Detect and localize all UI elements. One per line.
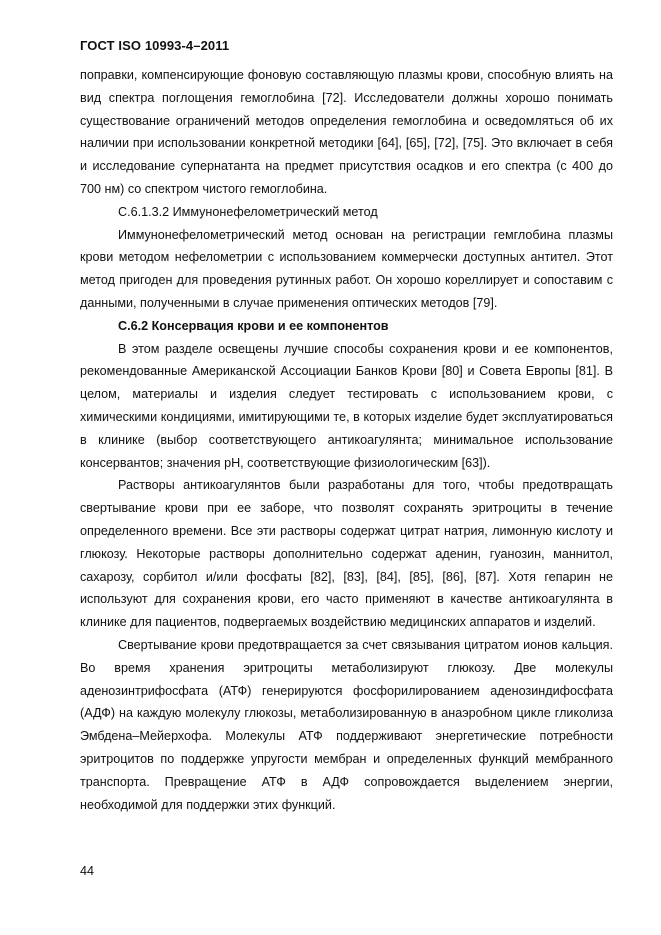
paragraph-immunonephelometry: Иммунонефелометрический метод основан на регистрации гемглобина плазмы крови методом нефелометрии с использованием коммерчески доступных антител. Этот метод пригоден для проведения рутинных работ. Он хорошо кореллирует и сопоставим с данными, полученными в случае применения оптических методов [79]. — [80, 227, 613, 310]
section-heading-c62: С.6.2 Консервация крови и ее компонентов — [118, 318, 389, 333]
paragraph-anticoagulants: Растворы антикоагулянтов были разработаны для того, чтобы предотвращать свертывание крови при ее заборе, что позволят сохранять эритроциты в течение определенного времени. Все эти растворы содержат цитрат натрия, лимонную кислоту и глюкозу. Некоторые растворы дополнительно содержат аденин, гуанозин, маннитол, сахарозу, сорбитол и/или фосфаты [82], [83], [84], [85], [86], [87]. Хотя гепарин не используют для сохранения крови, его часто применяют в качестве антикоагулянта в клинике для пациентов, подвергаемых воздействию медицинских аппаратов и изделий. — [80, 478, 613, 630]
paragraph-blood-preservation: В этом разделе освещены лучшие способы сохранения крови и ее компонентов, рекомендованные Американской Ассоциации Банков Крови [80] и Совета Европы [81]. В целом, материалы и изделия следует тестировать с использованием крови, с химическими кондициями, имитирующими те, в которых изделие будет эксплуатироваться в клинике (выбор соответствующего антикоагулянта; минимальное использование консервантов; значения pH, соответствующие физиологическим [63]). — [80, 341, 613, 470]
section-heading-c6132: С.6.1.3.2 Иммунонефелометрический метод — [118, 204, 378, 219]
document-header: ГОСТ ISO 10993-4–2011 — [80, 38, 230, 53]
page-number: 44 — [80, 864, 95, 878]
document-body — [80, 64, 613, 816]
paragraph-coagulation-prevention: Свертывание крови предотвращается за счет связывания цитратом ионов кальция. Во время хранения эритроциты метаболизируют глюкозу. Две молекулы аденозинтрифосфата (АТФ) генерируются фосфорилированием аденозиндифосфата (АДФ) на каждую молекулу глюкозы, метаболизированную в анаэробном цикле гликолиза Эмбдена–Мейерхофа. Молекулы АТФ поддерживают энергетические потребности эритроцитов по поддержке упругости мембран и определенных функций мембранного транспорта. Превращение АТФ в АДФ сопровождается выделением энергии, необходимой для поддержки этих функций. — [80, 637, 613, 812]
paragraph-continuation: поправки, компенсирующие фоновую составляющую плазмы крови, способную влиять на вид спектра поглощения гемоглобина [72]. Исследователи должны хорошо понимать существование ограничений методов определения гемоглобина и осведомляться об их наличии при использовании конкретной методики [64], [65], [72], [75]. Это включает в себя и исследование супернатанта на предмет присутствия осадков и его спектра (с 400 до 700 нм) со спектром чистого гемоглобина. — [80, 68, 613, 196]
